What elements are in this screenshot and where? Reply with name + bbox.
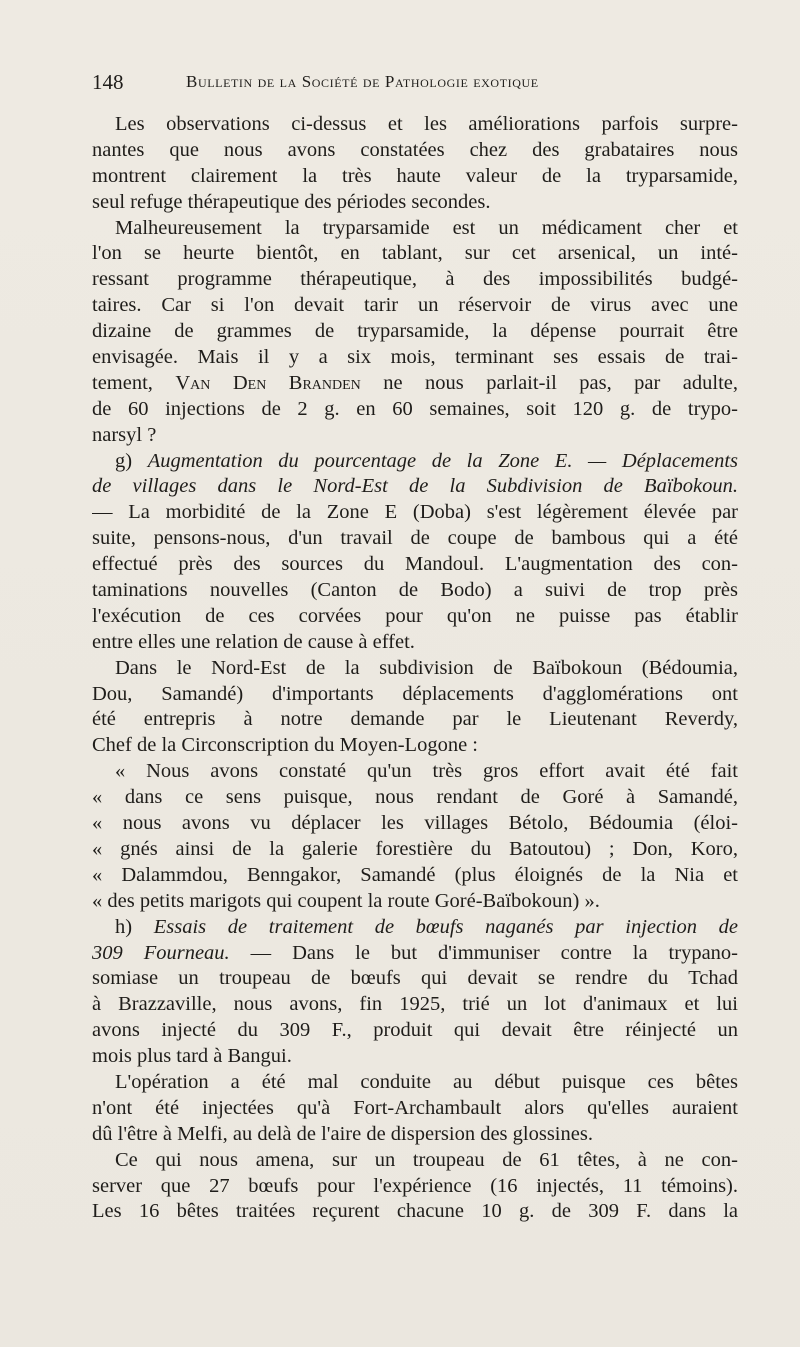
paragraph-7 — [92, 1148, 738, 1226]
text-line: server que 27 bœufs pour l'expérience (16 injectés, 11 témoins). — [92, 1174, 738, 1197]
text-line: entre elles une relation de cause à effet. — [92, 630, 415, 653]
text-line: l'on se heurte bientôt, en tablant, sur cet arsenical, un inté- — [92, 242, 738, 265]
paragraph-2 — [92, 216, 738, 449]
text-line: Les observations ci-dessus et les améliorations parfois surpre- — [115, 113, 738, 135]
page-header — [92, 70, 652, 100]
text-line: de 60 injections de 2 g. en 60 semaines, soit 120 g. de trypo- — [92, 397, 738, 420]
text-line: narsyl ? — [92, 423, 157, 446]
block-quote — [92, 759, 738, 914]
text-line: dû l'être à Melfi, au delà de l'aire de dispersion des glossines. — [92, 1122, 593, 1145]
text-line: été entrepris à notre demande par le Lieutenant Reverdy, — [92, 708, 738, 731]
text-line: effectué près des sources du Mandoul. L'augmentation des con- — [92, 553, 738, 576]
text-line: Dou, Samandé) d'importants déplacements d'agglomérations ont — [92, 682, 738, 705]
text-line: Ce qui nous amena, sur un troupeau de 61 têtes, à ne con- — [115, 1148, 738, 1171]
text-line: Les 16 bêtes traitées reçurent chacune 10 g. de 309 F. dans la — [92, 1200, 738, 1223]
quote-line: « des petits marigots qui coupent la route Goré-Baïbokoun) ». — [92, 889, 600, 912]
running-title: Bulletin de la Société de Pathologie exotique — [186, 72, 539, 91]
text-line: taminations nouvelles (Canton de Bodo) a suivi de trop près — [92, 579, 738, 602]
text-line: à Brazzaville, nous avons, fin 1925, trié un lot d'animaux et lui — [92, 993, 738, 1016]
page-number: 148 — [92, 70, 124, 94]
paragraph-4 — [92, 656, 738, 760]
quote-line: « dans ce sens puisque, nous rendant de Goré à Samandé, — [92, 786, 738, 809]
section-h — [92, 915, 738, 1070]
text-line: ressant programme thérapeutique, à des impossibilités budgé- — [92, 268, 738, 291]
text-line: Chef de la Circonscription du Moyen-Logone : — [92, 734, 478, 757]
text-segment: — Dans le but d'immuniser contre la trypano- — [250, 941, 738, 964]
quote-line: « nous avons vu déplacer les villages Bétolo, Bédoumia (éloi- — [92, 812, 738, 835]
text-line: Dans le Nord-Est de la subdivision de Baïbokoun (Bédoumia, — [115, 656, 738, 679]
text-line: L'opération a été mal conduite au début puisque ces bêtes — [115, 1070, 738, 1093]
text-line: mois plus tard à Bangui. — [92, 1045, 292, 1068]
text-line — [92, 371, 738, 397]
text-line: envisagée. Mais il y a six mois, terminant ses essais de trai- — [92, 346, 738, 369]
paragraph-1 — [92, 112, 738, 216]
text-line: n'ont été injectées qu'à Fort-Archambault alors qu'elles auraient — [92, 1096, 738, 1119]
section-label: g) — [115, 449, 133, 472]
section-title-line: de villages dans le Nord-Est de la Subdivision de Baïbokoun. — [92, 475, 738, 498]
quote-line: « gnés ainsi de la galerie forestière du Batoutou) ; Don, Koro, — [92, 837, 738, 860]
article-body — [92, 112, 738, 1225]
author-name: Van Den Branden — [175, 371, 361, 394]
section-title: Essais de traitement de bœufs naganés par injection de — [153, 915, 738, 938]
section-label: h) — [115, 915, 133, 938]
text-line: dizaine de grammes de tryparsamide, la dépense pourrait être — [92, 320, 738, 343]
text-line: — La morbidité de la Zone E (Doba) s'est légèrement élevée par — [92, 501, 738, 524]
text-line: suite, pensons-nous, d'un travail de coupe de bambous qui a été — [92, 527, 738, 550]
text-line: somiase un troupeau de bœufs qui devait se rendre du Tchad — [92, 967, 738, 990]
section-title: Augmentation du pourcentage de la Zone E. — Déplacements — [147, 449, 738, 472]
text-line: l'exécution de ces corvées pour qu'on ne puisse pas établir — [92, 604, 738, 627]
section-g — [92, 449, 738, 656]
section-title-line — [92, 941, 738, 967]
text-line: montrent clairement la très haute valeur de la tryparsamide, — [92, 164, 738, 187]
quote-line: « Dalammdou, Benngakor, Samandé (plus éloignés de la Nia et — [92, 863, 738, 886]
quote-line: « Nous avons constaté qu'un très gros effort avait été fait — [115, 760, 738, 783]
text-line: seul refuge thérapeutique des périodes secondes. — [92, 190, 491, 213]
text-segment: tement, — [92, 371, 153, 394]
text-line: nantes que nous avons constatées chez des grabataires nous — [92, 138, 738, 161]
section-heading-line — [92, 449, 738, 475]
text-line: avons injecté du 309 F., produit qui devait être réinjecté un — [92, 1019, 738, 1042]
section-title: 309 Fourneau. — [92, 941, 230, 964]
text-segment: ne nous parlait-il pas, par adulte, — [383, 371, 738, 394]
section-heading-line — [92, 915, 738, 941]
text-line: Malheureusement la tryparsamide est un médicament cher et — [115, 216, 738, 239]
text-line: taires. Car si l'on devait tarir un réservoir de virus avec une — [92, 294, 738, 317]
paragraph-6 — [92, 1070, 738, 1148]
